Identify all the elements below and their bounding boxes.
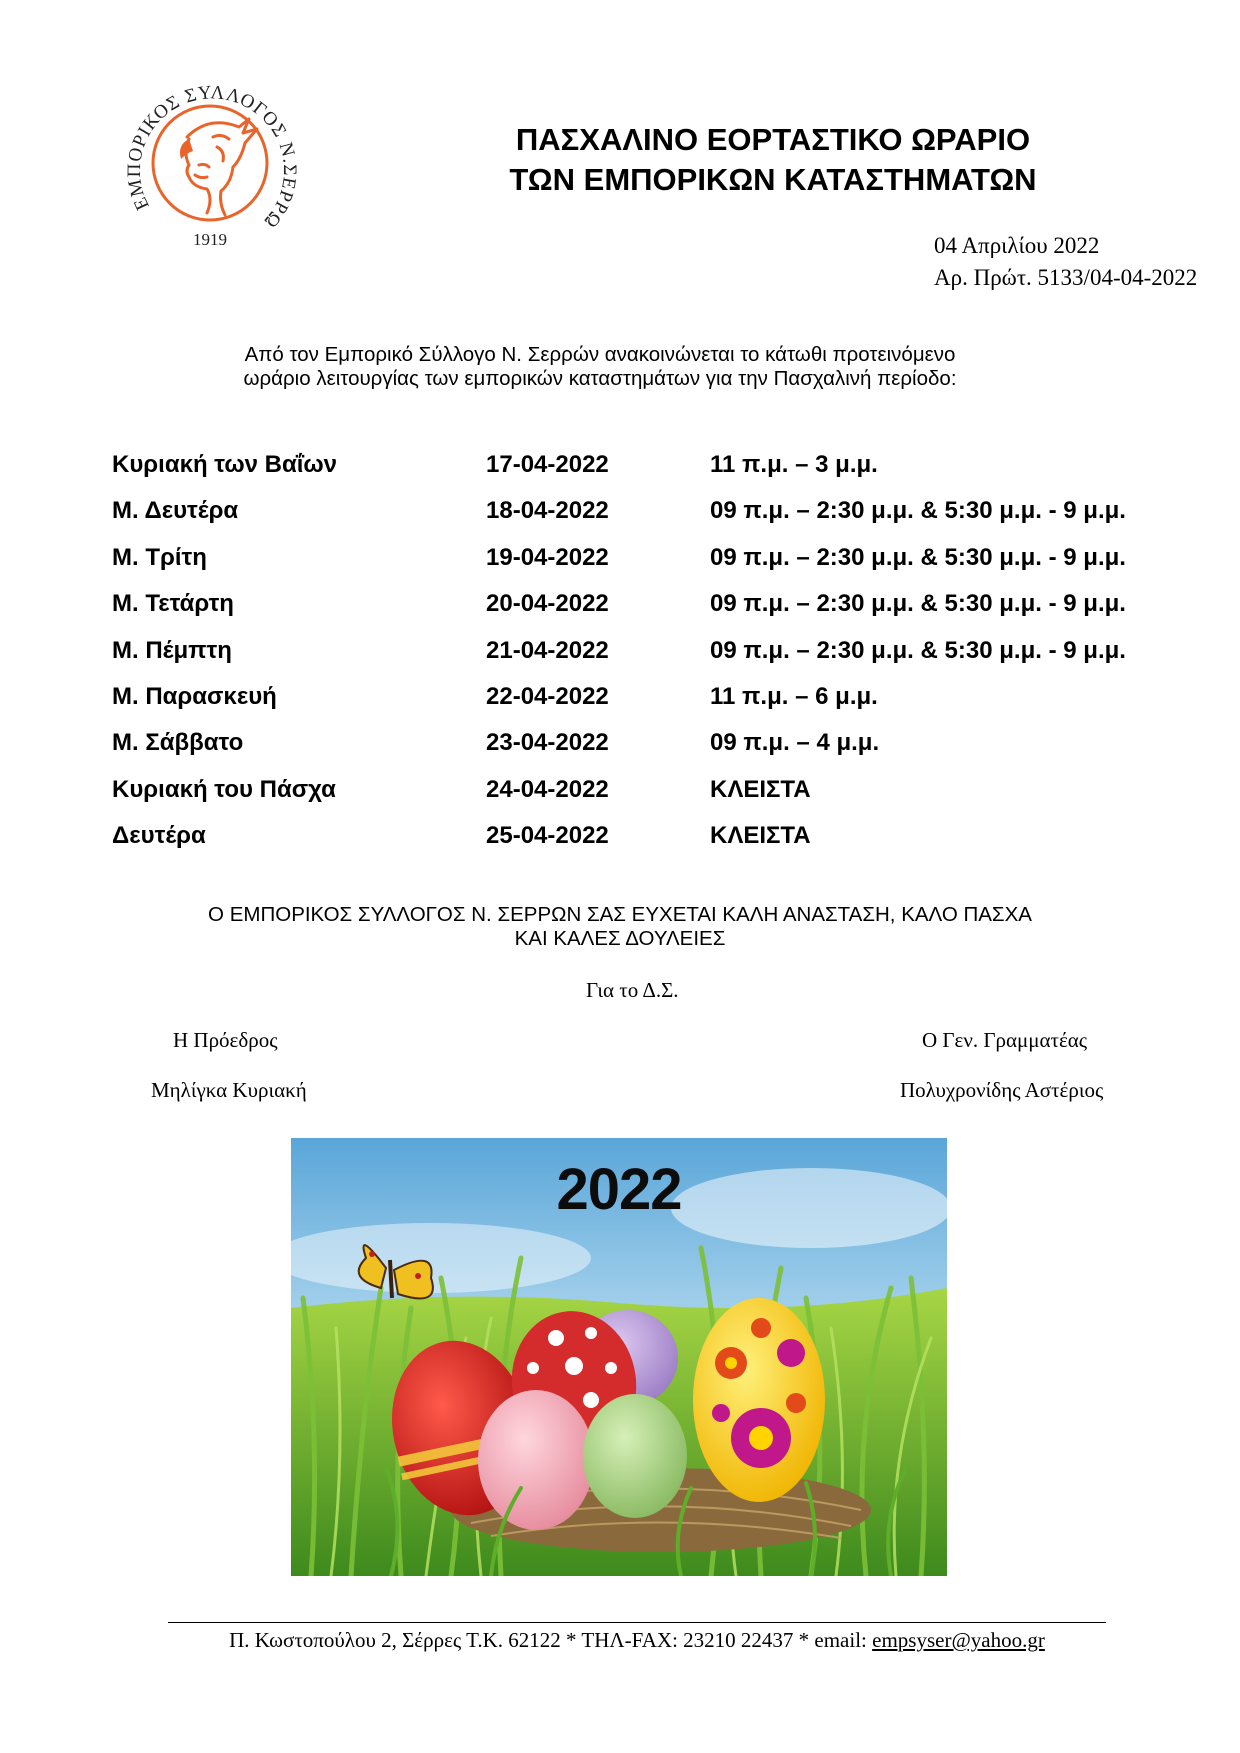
schedule-day: Μ. Παρασκευή	[112, 682, 277, 710]
easter-wishes	[120, 903, 1120, 951]
schedule-hours: 11 π.μ. – 6 μ.μ.	[710, 682, 878, 710]
schedule-date: 21-04-2022	[486, 636, 609, 664]
footer-email-link[interactable]: empsyser@yahoo.gr	[872, 1628, 1045, 1652]
image-year-text: 2022	[556, 1157, 682, 1222]
schedule-hours: 09 π.μ. – 2:30 μ.μ. & 5:30 μ.μ. - 9 μ.μ.	[710, 636, 1126, 664]
for-board-label: Για το Δ.Σ.	[586, 978, 679, 1002]
secretary-name: Πολυχρονίδης Αστέριος	[900, 1078, 1104, 1102]
document-date: 04 Απριλίου 2022	[934, 233, 1100, 258]
association-logo	[117, 67, 303, 253]
schedule-hours: ΚΛΕΙΣΤΑ	[710, 822, 811, 850]
intro-text	[160, 343, 1040, 391]
schedule-day: Μ. Πέμπτη	[112, 636, 232, 664]
footer-divider	[168, 1622, 1106, 1623]
schedule-date: 18-04-2022	[486, 497, 609, 525]
schedule-date: 20-04-2022	[486, 590, 609, 618]
logo-year: 1919	[193, 230, 227, 249]
secretary-title: Ο Γεν. Γραμματέας	[922, 1028, 1088, 1052]
schedule-date: 19-04-2022	[486, 543, 609, 571]
schedule-hours: 09 π.μ. – 2:30 μ.μ. & 5:30 μ.μ. - 9 μ.μ.	[710, 497, 1126, 525]
schedule-date: 17-04-2022	[486, 451, 609, 478]
intro-line-2: ωράριο λειτουργίας των εμπορικών καταστημάτων για την Πασχαλινή περίοδο:	[243, 367, 957, 390]
schedule-date: 22-04-2022	[486, 682, 609, 710]
president-name: Μηλίγκα Κυριακή	[151, 1078, 307, 1102]
schedule-day: Μ. Τρίτη	[112, 543, 207, 571]
footer-address: Π. Κωστοπούλου 2, Σέρρες Τ.Κ. 62122 * ΤΗΛ-FAX: 23210 22437 * email:	[229, 1628, 873, 1652]
footer-contact	[168, 1628, 1106, 1653]
schedule-day: Μ. Σάββατο	[112, 729, 244, 757]
intro-line-1: Από τον Εμπορικό Σύλλογο Ν. Σερρών ανακοινώνεται το κάτωθι προτεινόμενο	[244, 343, 956, 366]
schedule-hours: ΚΛΕΙΣΤΑ	[710, 775, 811, 803]
page-title-line-2: ΤΩΝ ΕΜΠΟΡΙΚΩΝ ΚΑΤΑΣΤΗΜΑΤΩΝ	[509, 162, 1037, 197]
logo-ring-text: ΕΜΠΟΡΙΚΟΣ ΣΥΛΛΟΓΟΣ Ν.ΣΕΡΡΩ	[123, 82, 301, 233]
wishes-line-1: Ο ΕΜΠΟΡΙΚΟΣ ΣΥΛΛΟΓΟΣ Ν. ΣΕΡΡΩΝ ΣΑΣ ΕΥΧΕΤΑΙ ΚΑΛΗ ΑΝΑΣΤΑΣΗ, ΚΑΛΟ ΠΑΣΧΑ	[208, 903, 1032, 926]
page-title-line-1: ΠΑΣΧΑΛΙΝΟ ΕΟΡΤΑΣΤΙΚΟ ΩΡΑΡΙΟ	[515, 122, 1031, 157]
schedule-date: 24-04-2022	[486, 775, 609, 803]
schedule-date: 25-04-2022	[486, 822, 609, 850]
schedule-hours: 09 π.μ. – 2:30 μ.μ. & 5:30 μ.μ. - 9 μ.μ.	[710, 590, 1126, 618]
schedule-day: Μ. Τετάρτη	[112, 590, 234, 618]
schedule-day: Κυριακή του Πάσχα	[112, 775, 336, 803]
schedule-day: Μ. Δευτέρα	[112, 497, 239, 525]
schedule-day: Δευτέρα	[112, 822, 206, 850]
schedule-hours: 09 π.μ. – 4 μ.μ.	[710, 729, 880, 757]
schedule-hours: 09 π.μ. – 2:30 μ.μ. & 5:30 μ.μ. - 9 μ.μ.	[710, 543, 1126, 571]
schedule-day: Κυριακή των Βαΐων	[112, 451, 337, 478]
protocol-number: Αρ. Πρώτ. 5133/04-04-2022	[934, 265, 1198, 290]
schedule-hours: 11 π.μ. – 3 μ.μ.	[710, 451, 878, 478]
schedule-date: 23-04-2022	[486, 729, 609, 757]
wishes-line-2: ΚΑΙ ΚΑΛΕΣ ΔΟΥΛΕΙΕΣ	[514, 927, 726, 950]
president-title: Η Πρόεδρος	[173, 1028, 278, 1052]
easter-eggs-image	[291, 1138, 947, 1576]
